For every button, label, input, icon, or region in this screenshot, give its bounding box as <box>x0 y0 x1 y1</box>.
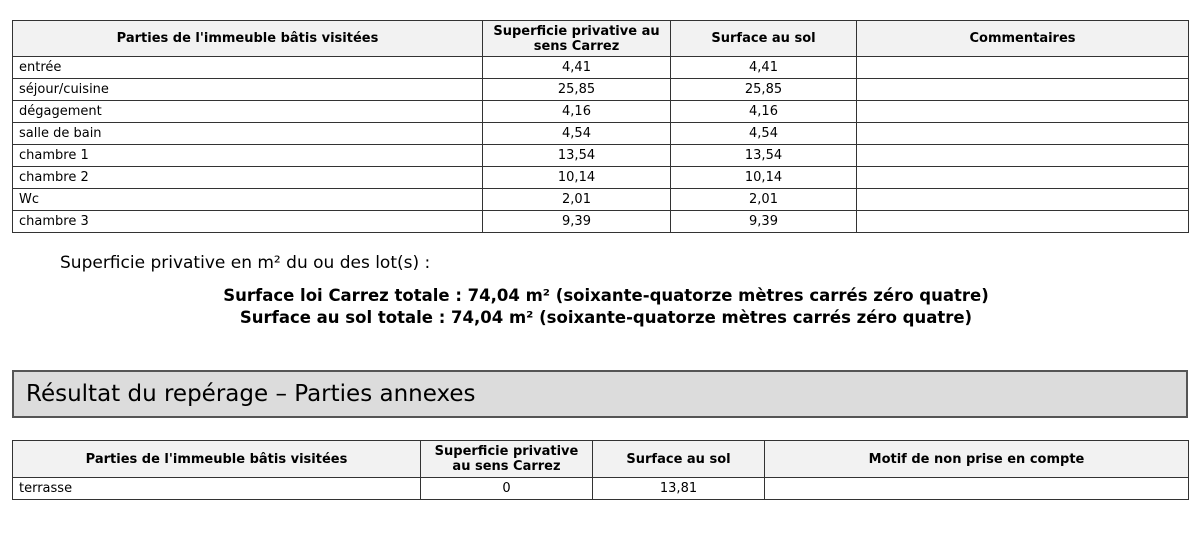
table-cell: 4,41 <box>671 57 857 79</box>
table-cell: 13,54 <box>671 145 857 167</box>
surfaces-table <box>12 20 1189 233</box>
table-cell: dégagement <box>13 101 483 123</box>
table-cell: chambre 2 <box>13 167 483 189</box>
table-cell: terrasse <box>13 478 421 500</box>
table-row <box>13 478 1189 500</box>
column-header-sol: Surface au sol <box>593 441 765 478</box>
table-cell <box>857 189 1189 211</box>
annex-table-body <box>13 478 1189 500</box>
column-header-motif: Motif de non prise en compte <box>765 441 1189 478</box>
table-cell <box>857 145 1189 167</box>
table-cell: 4,54 <box>671 123 857 145</box>
total-sol: Surface au sol totale : 74,04 m² (soixante-quatorze mètres carrés zéro quatre) <box>239 308 973 327</box>
table-cell: 0 <box>421 478 593 500</box>
table-header-row <box>13 441 1189 478</box>
table-cell <box>857 123 1189 145</box>
table-cell <box>857 211 1189 233</box>
table-cell: 9,39 <box>671 211 857 233</box>
total-carrez: Surface loi Carrez totale : 74,04 m² (soixante-quatorze mètres carrés zéro quatre) <box>223 286 989 305</box>
table-cell: 4,16 <box>483 101 671 123</box>
table-cell: 10,14 <box>671 167 857 189</box>
table-cell <box>857 79 1189 101</box>
table-cell: 4,41 <box>483 57 671 79</box>
table-cell <box>857 57 1189 79</box>
table-cell: 25,85 <box>671 79 857 101</box>
table-cell: 4,16 <box>671 101 857 123</box>
table-cell: chambre 3 <box>13 211 483 233</box>
table-cell: 13,81 <box>593 478 765 500</box>
column-header-parties: Parties de l'immeuble bâtis visitées <box>13 441 421 478</box>
table-cell: séjour/cuisine <box>13 79 483 101</box>
table-header-row <box>13 21 1189 57</box>
table-cell: Wc <box>13 189 483 211</box>
table-cell: 2,01 <box>483 189 671 211</box>
table-cell: 4,54 <box>483 123 671 145</box>
table-cell: 10,14 <box>483 167 671 189</box>
table-cell: salle de bain <box>13 123 483 145</box>
table-cell: 2,01 <box>671 189 857 211</box>
column-header-carrez: Superficie privative au sens Carrez <box>483 21 671 57</box>
table-row <box>13 123 1189 145</box>
table-row <box>13 79 1189 101</box>
section-heading: Résultat du repérage – Parties annexes <box>12 370 1188 418</box>
table-row <box>13 167 1189 189</box>
table-cell <box>857 101 1189 123</box>
table-row <box>13 57 1189 79</box>
column-header-carrez: Superficie privative au sens Carrez <box>421 441 593 478</box>
annex-table <box>12 440 1189 500</box>
table-row <box>13 145 1189 167</box>
table-cell <box>765 478 1189 500</box>
table-cell: entrée <box>13 57 483 79</box>
column-header-parties: Parties de l'immeuble bâtis visitées <box>13 21 483 57</box>
table-cell <box>857 167 1189 189</box>
table-cell: 9,39 <box>483 211 671 233</box>
column-header-commentaires: Commentaires <box>857 21 1189 57</box>
table-row <box>13 101 1189 123</box>
column-header-sol: Surface au sol <box>671 21 857 57</box>
table-cell: 25,85 <box>483 79 671 101</box>
surfaces-table-body <box>13 57 1189 233</box>
table-cell: 13,54 <box>483 145 671 167</box>
table-row <box>13 211 1189 233</box>
table-cell: chambre 1 <box>13 145 483 167</box>
summary-label: Superficie privative en m² du ou des lot(s) : <box>60 253 431 273</box>
table-row <box>13 189 1189 211</box>
